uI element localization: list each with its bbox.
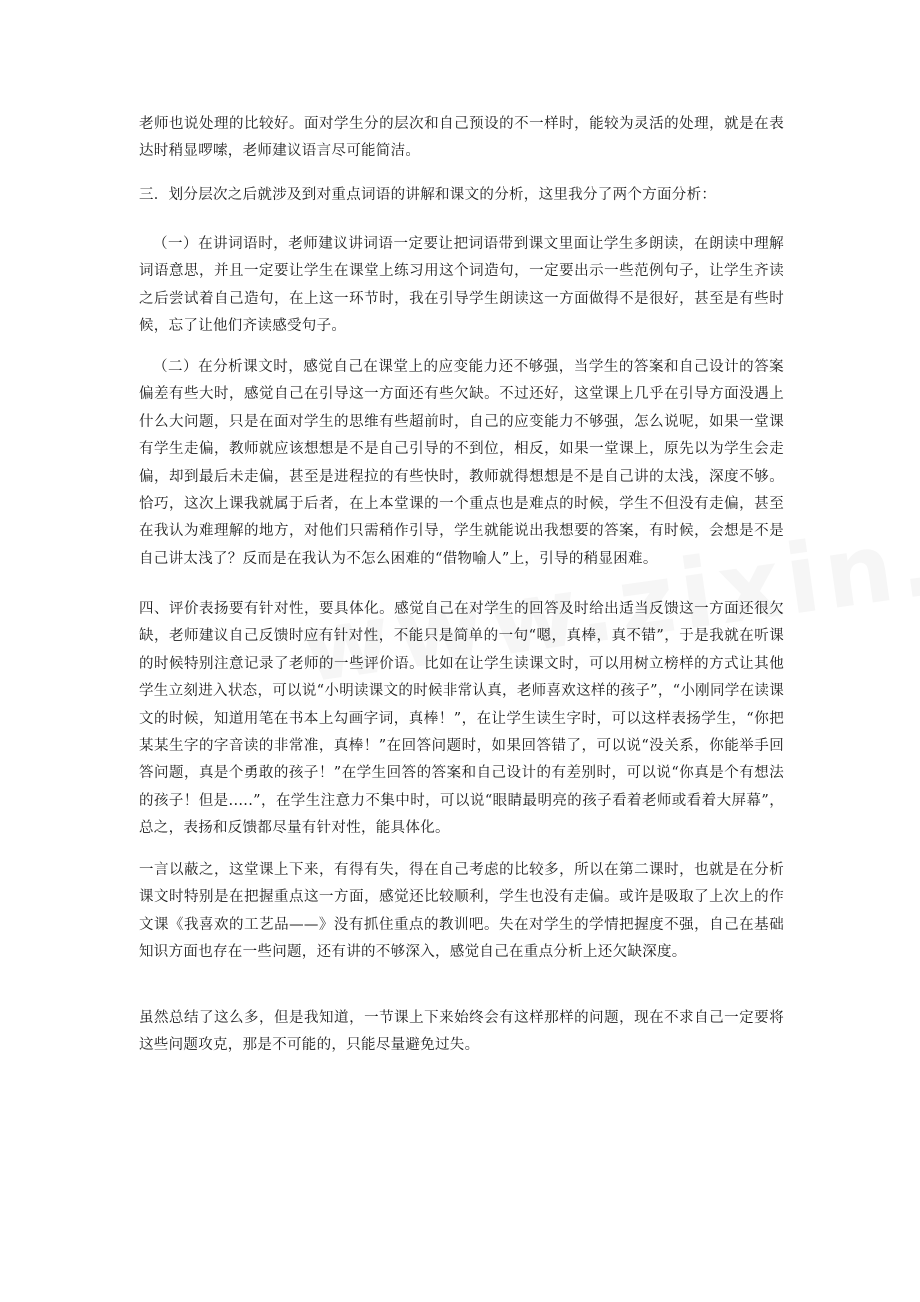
paragraph-6-summary: 一言以蔽之，这堂课上下来，有得有失，得在自己考虑的比较多，所以在第二课时，也就是在分析课文时特别是在把握重点这一方面，感觉还比较顺利，学生也没有走偏。或许是吸取了上次上的作文课《我喜欢的工艺品——》没有抓住重点的教训吧。失在对学生的学情把握度不强，自己在基础知识方面也存在一些问题，还有讲的不够深入，感觉自己在重点分析上还欠缺深度。: [139, 862, 784, 961]
paragraph-1: 老师也说处理的比较好。面对学生分的层次和自己预设的不一样时，能较为灵活的处理，就是在表达时稍显啰嗦，老师建议语言尽可能简洁。: [139, 116, 784, 160]
paragraph-7-conclusion: 虽然总结了这么多，但是我知道，一节课上下来始终会有这样那样的问题，现在不求自己一定要将这些问题攻克，那是不可能的，只能尽量避免过失。: [139, 1010, 784, 1054]
paragraph-5-section-four: 四、评价表扬要有针对性，要具体化。感觉自己在对学生的回答及时给出适当反馈这一方面还很欠缺，老师建议自己反馈时应有针对性，不能只是简单的一句“嗯，真棒，真不错”，于是我就在听课的时候特别注意记录了老师的一些评价语。比如在让学生读课文时，可以用树立榜样的方式让其他学生立刻进入状态，可以说“小明读课文的时候非常认真，老师喜欢这样的孩子”，“小刚同学在读课文的时候，知道用笔在书本上勾画字词，真棒！”，在让学生读生字时，可以这样表扬学生，“你把某某生字的字音读的非常准，真棒！”在回答问题时，如果回答错了，可以说“没关系，你能举手回答问题，真是个勇敢的孩子！”在学生回答的答案和自己设计的有差别时，可以说“你真是个有想法的孩子！但是.....”，在学生注意力不集中时，可以说“眼睛最明亮的孩子看着老师或看着大屏幕”，总之，表扬和反馈都尽量有针对性，能具体化。: [139, 601, 784, 837]
paragraph-3-part-one: （一）在讲词语时，老师建议讲词语一定要让把词语带到课文里面让学生多朗读，在朗读中理解词语意思，并且一定要让学生在课堂上练习用这个词造句，一定要出示一些范例句子，让学生齐读之后尝试着自己造句，在上这一环节时，我在引导学生朗读这一方面做得不是很好，甚至是有些时候，忘了让他们齐读感受句子。: [139, 236, 784, 335]
paragraph-2-section-three: 三．划分层次之后就涉及到对重点词语的讲解和课文的分析，这里我分了两个方面分析：: [139, 187, 717, 203]
paragraph-4-part-two: （二）在分析课文时，感觉自己在课堂上的应变能力还不够强，当学生的答案和自己设计的答案偏差有些大时，感觉自己在引导这一方面还有些欠缺。不过还好，这堂课上几乎在引导方面没遇上什么大问题，只是在面对学生的思维有些超前时，自己的应变能力不够强，怎么说呢，如果一堂课有学生走偏，教师就应该想想是不是自己引导的不到位，相反，如果一堂课上，原先以为学生会走偏，却到最后未走偏，甚至是进程拉的有些快时，教师就得想想是不是自己讲的太浅，深度不够。恰巧，这次上课我就属于后者，在上本堂课的一个重点也是难点的时候，学生不但没有走偏，甚至在我认为难理解的地方，对他们只需稍作引导，学生就能说出我想要的答案，有时候，会想是不是自己讲太浅了？反而是在我认为不怎么困难的“借物喻人”上，引导的稍显困难。: [139, 359, 784, 567]
